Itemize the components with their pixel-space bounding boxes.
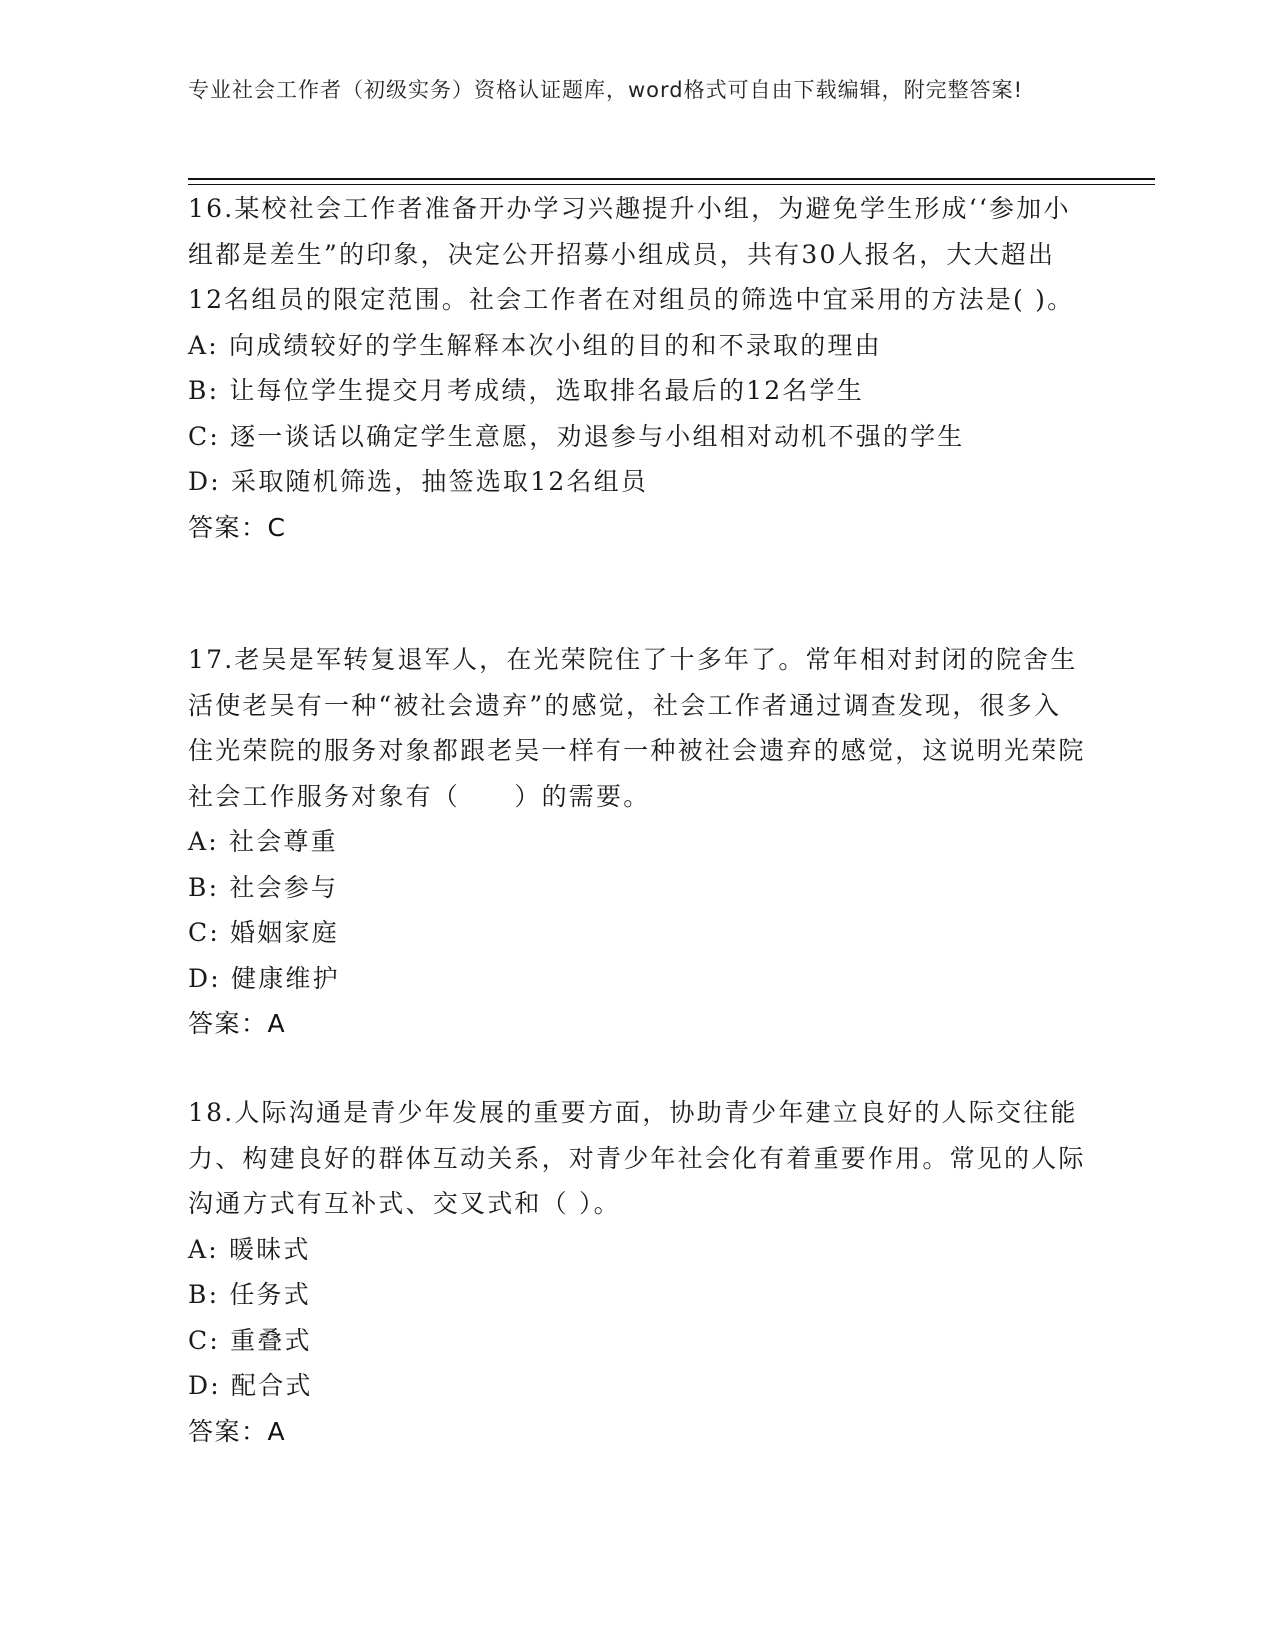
option-d: D: 健康维护 [188, 963, 340, 993]
option-b: B: 让每位学生提交月考成绩，选取排名最后的12名学生 [188, 376, 864, 405]
answer: 答案：A [188, 1009, 287, 1038]
answer: 答案：C [188, 512, 287, 542]
option-d: D: 采取随机筛选，抽签选取12名组员 [188, 467, 649, 496]
option-a: A: 社会尊重 [188, 827, 338, 856]
question-stem: 18.人际沟通是青少年发展的重要方面，协助青少年建立良好的人际交往能力、构建良好的群体互动关系，对青少年社会化有着重要作用。常见的人际沟通方式有互补式、交叉式和（ ）。 [188, 1098, 1086, 1218]
option-d: D: 配合式 [188, 1371, 313, 1400]
option-c: C: 逐一谈话以确定学生意愿，劝退参与小组相对动机不强的学生 [188, 421, 965, 451]
question-stem: 17.老吴是军转复退军人，在光荣院住了十多年了。常年相对封闭的院舍生活使老吴有一种“被社会遗弃”的感觉，社会工作者通过调查发现，很多入住光荣院的服务对象都跟老吴一样有一种被社会遗弃的感觉，这说明光荣院社会工作服务对象有（ ）的需要。 [188, 645, 1086, 811]
option-c: C: 婚姻家庭 [188, 918, 339, 947]
option-b: B: 任务式 [188, 1280, 311, 1309]
question-stem: 16.某校社会工作者准备开办学习兴趣提升小组，为避免学生形成‘‘参加小组都是差生”的印象，决定公开招募小组成员，共有30人报名，大大超出12名组员的限定范围。社会工作者在对组员的筛选中宜采用的方法是( )。 [188, 194, 1075, 314]
document-header: 专业社会工作者（初级实务）资格认证题库，word格式可自由下载编辑，附完整答案! [188, 78, 1024, 102]
option-a: A: 向成绩较好的学生解释本次小组的目的和不录取的理由 [188, 330, 882, 360]
question-18 [188, 1090, 1088, 1454]
answer: 答案：A [188, 1416, 287, 1446]
header-divider-thick [188, 178, 1155, 180]
question-17 [188, 637, 1088, 1047]
option-a: A: 暖昧式 [188, 1234, 311, 1264]
header-divider-thin [188, 184, 1155, 185]
option-c: C: 重叠式 [188, 1325, 312, 1355]
option-b: B: 社会参与 [188, 872, 339, 902]
question-16 [188, 186, 1088, 550]
